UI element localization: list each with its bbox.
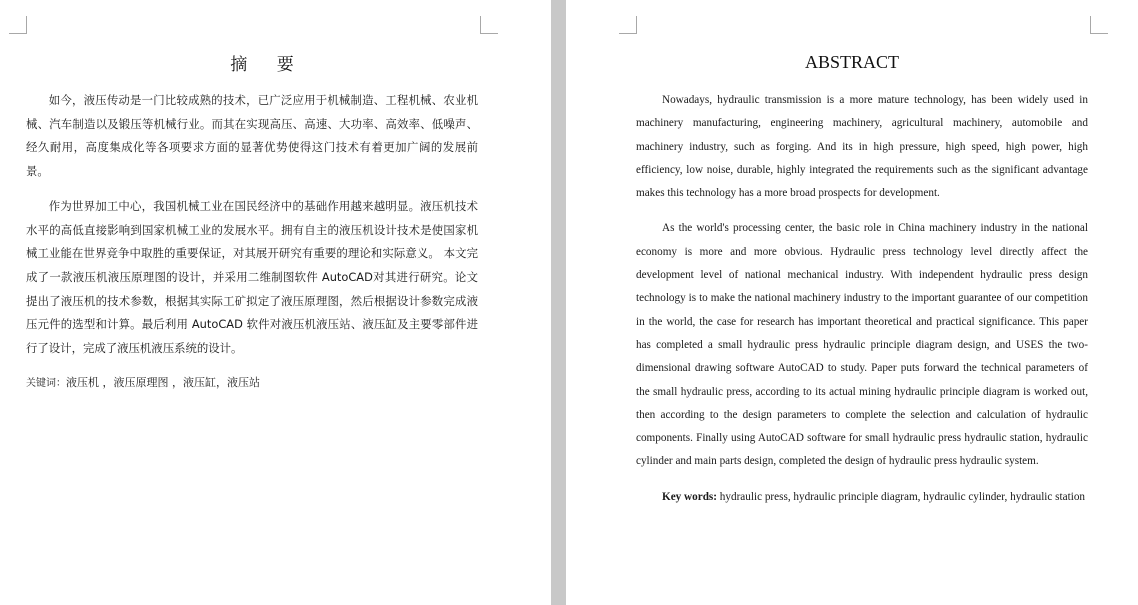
english-abstract-body [636,89,1088,509]
chinese-keywords [26,371,478,395]
english-paragraph-1: Nowadays, hydraulic transmission is a more mature technology, has been widely used in machinery manufacturing, engineering machinery, agricultural machinery, automobile and machinery industry, such as forging. And its in high pressure, high speed, high power, high efficiency, low noise, durable, highly integrated the requirements such as the significant advantage makes this technology has a more broad prospects for development. [636,94,1088,200]
chinese-abstract-body [26,89,478,395]
english-paragraph-2: As the world's processing center, the basic role in China machinery industry in the national economy is more and more obvious. Hydraulic press technology level directly affect the development level of national mechanical industry. With independent hydraulic press design technology is to make the national machinery industry to the important guarantee of our competition in the world, the case for research has important theoretical and practical significance. This paper has completed a small hydraulic press hydraulic principle diagram design, and USES the two-dimensional drawing software AutoCAD to study. Paper puts forward the technical parameters of the small hydraulic press, according to its actual mining hydraulic principle diagram is worked out, then according to the design parameters to complete the selection and calculation of hydraulic components. Finally using AutoCAD software for small hydraulic press hydraulic station, hydraulic cylinder and main parts design, completed the design of hydraulic press hydraulic system. [636,222,1088,468]
chinese-paragraph-1: 如今，液压传动是一门比较成熟的技术，已广泛应用于机械制造、工程机械、农业机械、汽车制造以及锻压等机械行业。而其在实现高压、高速、大功率、高效率、低噪声、经久耐用，高度集成化等各项要求方面的显著优势使得这门技术有着更加广阔的发展前景。 [26,93,478,179]
english-keywords-label: Key words: [662,490,717,503]
crop-mark-top-left [619,16,637,34]
english-keywords-text: hydraulic press, hydraulic principle diagram, hydraulic cylinder, hydraulic station [717,490,1086,503]
english-abstract-title: ABSTRACT [804,52,900,72]
english-abstract-page [566,0,1138,605]
english-keywords [636,486,1088,509]
chinese-keywords-label: 关键词： [26,377,66,389]
crop-mark-top-left [9,16,27,34]
chinese-paragraph-2: 作为世界加工中心，我国机械工业在国民经济中的基础作用越来越明显。液压机技术水平的高低直接影响到国家机械工业的发展水平。拥有自主的液压机设计技术是使国家机械工业能在世界竞争中取胜的重要保证，对其展开研究有重要的理论和实际意义。 本文完成了一款液压机液压原理图的设计，并采用二维制图软件 AutoCAD对其进行研究。论文提出了液压机的技术参数，根据其实际工矿拟定了液压原理图，然后根据设计参数完成液压元件的选型和计算。最后利用 AutoCAD 软件对液压机液压站、液压缸及主要零部件进行了设计，完成了液压机液压系统的设计。 [26,198,478,356]
crop-mark-top-right [480,16,498,34]
page-gutter [551,0,566,605]
chinese-keywords-text: 液压机 ，液压原理图 ，液压缸，液压站 [66,375,260,389]
crop-mark-top-right [1090,16,1108,34]
chinese-abstract-page [0,0,551,605]
chinese-abstract-title: 摘 要 [230,55,306,75]
